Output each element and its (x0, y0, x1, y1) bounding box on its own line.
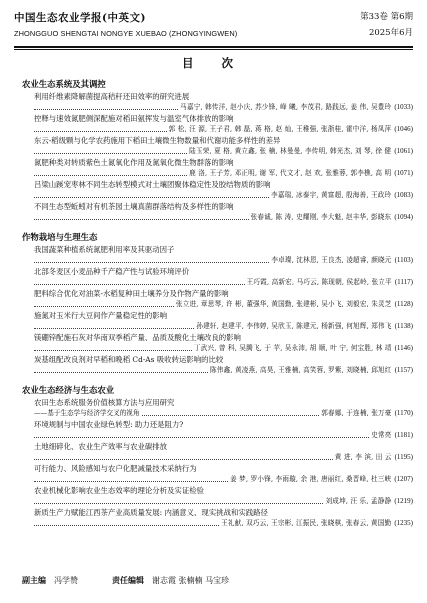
toc-article[interactable] (34, 135, 413, 157)
table-of-contents (22, 73, 413, 532)
dot-leader (34, 219, 249, 220)
article-byline (34, 474, 413, 485)
toc-article[interactable] (34, 288, 413, 310)
editorial-footer (22, 575, 229, 586)
deputy-editor-name: 冯学赞 (54, 576, 78, 585)
responsible-editor-names: 谢志霞 张楠楠 马宝珍 (152, 576, 230, 585)
article-page-number: (1235) (394, 519, 413, 527)
toc-article[interactable] (34, 463, 413, 485)
toc-article[interactable] (34, 179, 413, 201)
dot-leader (34, 459, 333, 460)
article-authors: 黄 进, 李 滨, 田 云 (334, 453, 392, 461)
toc-article[interactable] (34, 441, 413, 463)
article-title: 不同生态型蚯蚓对有机茶园土壤真菌群落结构及多样性的影响 (34, 202, 234, 211)
article-byline (34, 146, 413, 157)
article-authors: 王巧霞, 高新宏, 马巧云, 陈现朝, 侯起岭, 张立平 (246, 278, 392, 286)
article-page-number: (1207) (394, 475, 413, 483)
article-byline (34, 190, 413, 201)
toc-article[interactable] (34, 157, 413, 179)
article-page-number: (1146) (394, 344, 413, 352)
article-authors: 马嘉宁, 韩传洋, 赵小庆, 苏少锋, 峰 曦, 李茂君, 路践远, 姜 伟, 吴豊玲 (180, 103, 392, 111)
article-page-number: (1103) (394, 256, 413, 264)
article-title: 农业机械化影响农业生态效率的理论分析及实证检验 (34, 486, 204, 495)
article-byline (34, 277, 413, 288)
issue-date: 2025年6月 (368, 28, 413, 38)
article-title: 炭基组配改良剂对早稻和晚稻 Cd-As 吸收转运影响的比较 (34, 355, 224, 364)
article-authors: 丁武兴, 曾 科, 吴腾飞, 于 苹, 吴永沛, 胡 顺, 叶 宁, 何宝胜, 林 靖 (193, 344, 392, 352)
article-title: 可行能力、风险感知与农户化肥减量技术采纳行为 (34, 464, 197, 473)
article-page-number: (1071) (394, 169, 413, 177)
dot-leader (34, 262, 269, 263)
toc-section (22, 383, 413, 532)
article-byline (34, 124, 413, 135)
dot-leader (34, 350, 192, 351)
toc-article[interactable] (34, 485, 413, 507)
article-authors: 孙建轩, 赵建平, 李伟婷, 吴欣玉, 陈建元, 杨新强, 何旭辉, 郑伟飞 (196, 322, 392, 330)
article-page-number: (1157) (394, 366, 413, 374)
article-page-number: (1033) (394, 103, 413, 111)
section-title: 农业生态系统及其调控 (22, 79, 106, 89)
article-authors: 姜 梦, 罗小锋, 李雨璇, 余 港, 唐丽红, 桑晋峰, 杜三峡 (230, 475, 392, 483)
article-title: 施氮对玉米行大豆间作产量稳定性的影响 (34, 311, 168, 320)
article-title: 环境规制与中国农业绿色转型: 助力还是阻力? (34, 420, 184, 429)
dot-leader (34, 197, 269, 198)
volume-issue: 第33卷 第6期 (360, 12, 413, 22)
article-authors: 张立进, 章思琴, 许 彬, 董强华, 黄国勤, 张建彬, 吴小飞, 刘毅宏, 朱灵芝 (175, 300, 392, 308)
article-authors: 陈伟鑫, 黄凌燕, 高昊, 王雅楠, 高笑蓉, 罗紫, 刘晓楠, 邱旭红 (209, 366, 392, 374)
toc-article[interactable] (34, 91, 413, 113)
dot-leader (34, 284, 245, 285)
article-byline (34, 102, 413, 113)
article-authors: 郭 松, 汪 源, 王子君, 韩 磊, 蒋 格, 赵 灿, 王稚强, 张浙桂, 霍中洋, 杨凤萍 (168, 125, 392, 133)
toc-article[interactable] (34, 113, 413, 135)
article-page-number: (1170) (394, 409, 413, 417)
article-authors: 王礼献, 双巧云, 王宗彬, 江振民, 张晓棋, 张春云, 黄国勤 (221, 519, 392, 527)
dot-leader (34, 481, 228, 482)
toc-article[interactable] (34, 201, 413, 223)
article-authors: 李卓璨, 沈林恩, 王良杰, 凌超睿, 颜晓元 (271, 256, 392, 264)
issue-info (360, 10, 413, 38)
article-page-number: (1046) (394, 125, 413, 133)
article-title: 肥料综合优化对油菜-水稻复种田土壤养分及作物产量的影响 (34, 289, 229, 298)
toc-title: 目 次 (181, 56, 245, 70)
article-page-number: (1138) (394, 322, 413, 330)
article-page-number: (1061) (394, 147, 413, 155)
header-rule-thick (14, 46, 413, 48)
article-page-number: (1195) (394, 453, 413, 461)
article-byline (34, 408, 413, 419)
article-title: 控释与速效氮肥侧深配施对稻田氨挥发与温室气体排放的影响 (34, 114, 234, 123)
article-title: 我国蔬菜种植系统氮肥利用率及其驱动因子 (34, 245, 175, 254)
article-byline (34, 212, 413, 223)
deputy-editor-label: 副主编 (22, 576, 46, 585)
toc-article[interactable] (34, 354, 413, 376)
article-authors: 李嘉瑞, 冰泰宇, 黄富超, 殷海善, 王政玲 (271, 191, 392, 199)
section-title: 作物栽培与生理生态 (22, 232, 98, 242)
toc-section (22, 77, 413, 226)
dot-leader (34, 175, 187, 176)
dot-leader (34, 306, 174, 307)
article-title: 土地细碎化、农业生产效率与农业碳排放 (34, 442, 168, 451)
article-authors: 鹿 洛, 王子芳, 邓正明, 谢 军, 代文才, 赵 欢, 张雅蓉, 郭李樵, 高 明 (189, 169, 392, 177)
article-title: 新质生产力赋能江西茶产业高质量发展: 内涵意义、现实挑战和实践路径 (34, 508, 268, 517)
article-title: 利用纤维素降解菌提高秸秆还田效率的研究进展 (34, 92, 190, 101)
toc-article[interactable] (34, 244, 413, 266)
article-title: 东云-稻级颗与化学农药施用下稻田土壤微生物数量和代谢功能多样性的差异 (34, 136, 281, 145)
article-page-number: (1083) (394, 191, 413, 199)
toc-section (22, 230, 413, 379)
journal-header (14, 10, 413, 44)
toc-article[interactable] (34, 419, 413, 441)
toc-article[interactable] (34, 266, 413, 288)
article-byline (34, 255, 413, 266)
journal-title-block (14, 10, 237, 38)
dot-leader (34, 328, 194, 329)
article-authors: 史常亮 (371, 431, 392, 439)
section-title: 农业生态经济与生态农业 (22, 385, 115, 395)
toc-article[interactable] (34, 397, 413, 419)
dot-leader (34, 372, 208, 373)
toc-article[interactable] (34, 332, 413, 354)
dot-leader (34, 153, 187, 154)
article-title: 吕梁山蹊宠枣林不同生态转型模式对土壤团聚体稳定性及胶结物质的影响 (34, 180, 271, 189)
journal-title-cn: 中国生态农业学报(中英文) (14, 12, 146, 24)
article-byline (34, 452, 413, 463)
dot-leader (142, 415, 320, 416)
article-page-number: (1128) (394, 300, 413, 308)
article-byline (34, 365, 413, 376)
article-byline (34, 496, 413, 507)
article-page-number: (1117) (394, 278, 413, 286)
article-byline (34, 299, 413, 310)
article-title: 北部冬麦区小麦品种千产稳产性与试验环境评价 (34, 267, 190, 276)
article-byline (34, 168, 413, 179)
article-subtitle: ——基于生态学与经济学交叉的视角 (34, 409, 140, 417)
article-title: 氮肥种类对转质紫色土氮氧化作用及氮氧化微生物群落的影响 (34, 158, 234, 167)
article-byline (34, 321, 413, 332)
article-authors: 陆玉荣, 夏 格, 黄立鑫, 张 楠, 林曼曼, 李传明, 韩光杰, 刘 琴, 徐 健 (189, 147, 392, 155)
dot-leader (34, 503, 323, 504)
journal-title-en: ZHONGGUO SHENGTAI NONGYE XUEBAO (ZHONGYINGWEN) (14, 29, 238, 38)
article-title: 农田生态系统服务价值核算方法与应用研究 (34, 398, 175, 407)
article-page-number: (1094) (394, 213, 413, 221)
article-page-number: (1181) (394, 431, 413, 439)
article-title: 镁硼锌配施石灰对华南双季稻产量、品质及酸化土壤改良的影响 (34, 333, 241, 342)
responsible-editor-label: 责任编辑 (112, 576, 144, 585)
dot-leader (34, 131, 167, 132)
dot-leader (34, 437, 369, 438)
dot-leader (34, 525, 219, 526)
article-page-number: (1219) (394, 497, 413, 505)
article-authors: 郭春娜, 于连楠, 张万豪 (321, 409, 392, 417)
toc-article[interactable] (34, 310, 413, 332)
article-authors: 刘成坤, 汪 乐, 孟静静 (325, 497, 392, 505)
article-byline (34, 430, 413, 441)
toc-article[interactable] (34, 507, 413, 529)
article-byline (34, 343, 413, 354)
article-byline (34, 518, 413, 529)
header-rule-thin (14, 49, 413, 50)
dot-leader (34, 109, 178, 110)
article-authors: 张春诚, 陈 涛, 史耀刚, 李大魁, 赵丰华, 彭晓东 (250, 213, 392, 221)
